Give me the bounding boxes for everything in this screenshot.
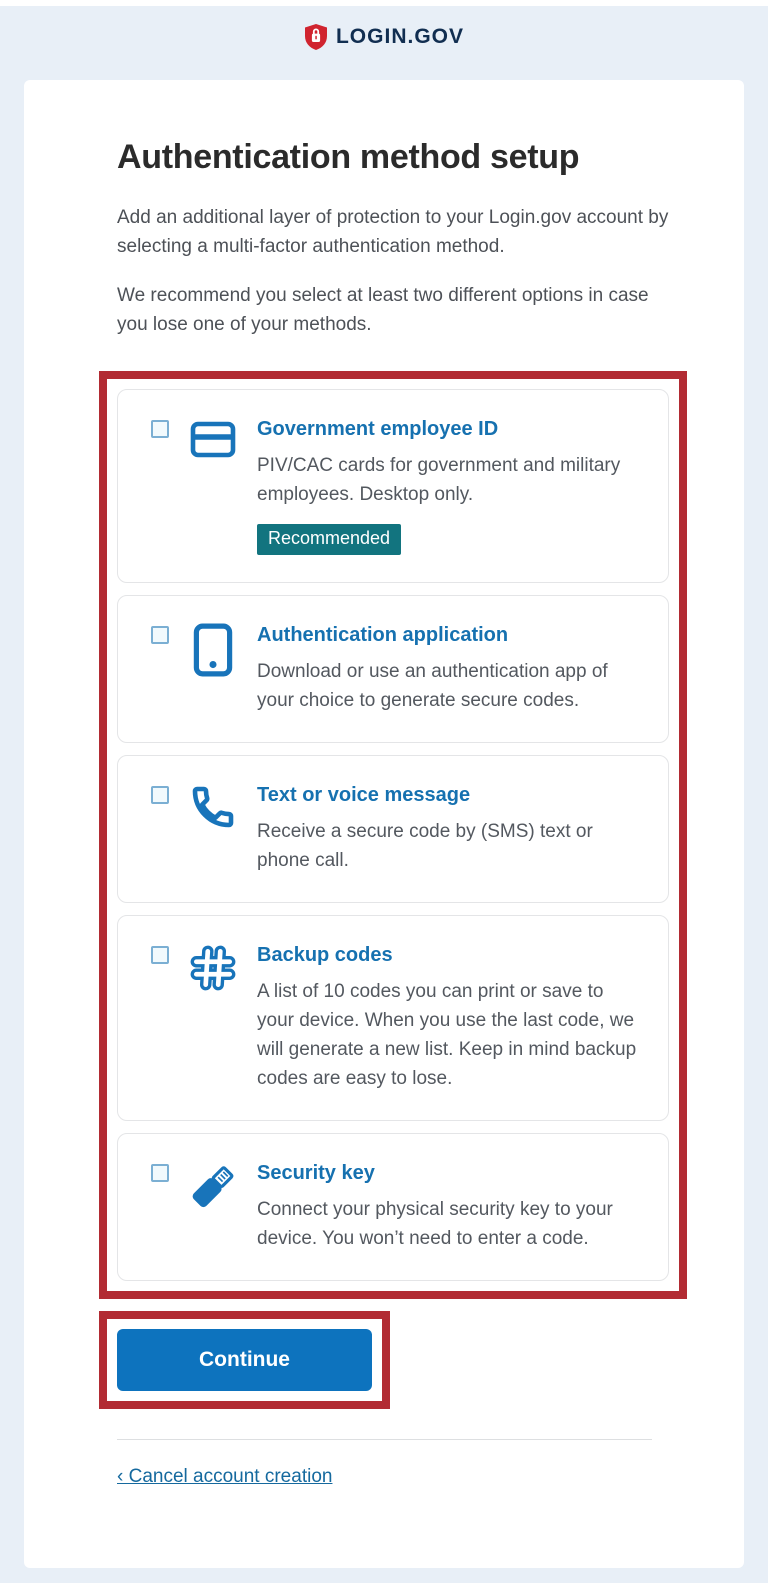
usb-key-icon [186, 1161, 240, 1211]
intro-paragraph-1: Add an additional layer of protection to your Login.gov account by selecting a multi-factor authentication method. [117, 207, 669, 258]
hash-icon [186, 943, 240, 993]
main-card [24, 80, 744, 1568]
intro-paragraph-2: We recommend you select at least two different options in case you lose one of your methods. [117, 285, 649, 336]
option-security-key[interactable] [117, 1133, 669, 1281]
option-title: Government employee ID [257, 418, 499, 441]
continue-button[interactable]: Continue [117, 1329, 372, 1391]
auth-options-list [117, 389, 669, 1281]
id-card-icon [186, 417, 240, 461]
option-description: PIV/CAC cards for government and military employees. Desktop only. [257, 455, 621, 506]
option-description: Download or use an authentication app of your choice to generate secure codes. [257, 661, 608, 712]
option-description: A list of 10 codes you can print or save to your device. When you use the last code, we will generate a new list. Keep in mind backup codes are easy to lose. [257, 981, 637, 1090]
text-or-voice-checkbox[interactable] [151, 786, 169, 804]
logo-text: LOGIN.GOV [335, 25, 464, 48]
site-header [0, 6, 768, 68]
option-description: Connect your physical security key to your device. You won’t need to enter a code. [257, 1199, 613, 1250]
options-annotation-box [99, 371, 687, 1299]
option-government-employee-id[interactable] [117, 389, 669, 583]
continue-annotation-box [99, 1311, 390, 1409]
mobile-app-icon [186, 623, 240, 677]
option-title: Security key [257, 1162, 375, 1185]
cancel-account-creation-link[interactable]: ‹ Cancel account creation [117, 1466, 333, 1488]
phone-call-icon [186, 783, 240, 831]
authentication-application-checkbox[interactable] [151, 626, 169, 644]
option-authentication-application[interactable] [117, 595, 669, 743]
divider [117, 1439, 652, 1440]
option-title: Text or voice message [257, 784, 471, 807]
page-title: Authentication method setup [117, 138, 580, 176]
shield-lock-icon [304, 24, 328, 50]
option-text-or-voice-message[interactable] [117, 755, 669, 903]
option-title: Authentication application [257, 624, 509, 647]
option-title: Backup codes [257, 944, 393, 967]
security-key-checkbox[interactable] [151, 1164, 169, 1182]
option-backup-codes[interactable] [117, 915, 669, 1121]
government-employee-id-checkbox[interactable] [151, 420, 169, 438]
recommended-badge: Recommended [257, 524, 401, 555]
backup-codes-checkbox[interactable] [151, 946, 169, 964]
option-description: Receive a secure code by (SMS) text or phone call. [257, 821, 593, 872]
